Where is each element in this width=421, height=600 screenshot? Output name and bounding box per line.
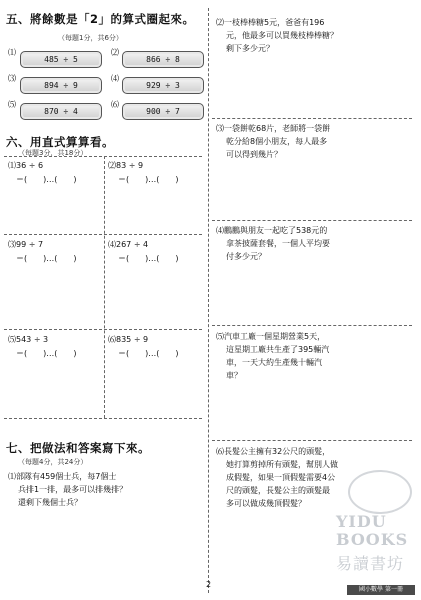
- problem-expression: [108, 333, 148, 346]
- item-number: ⑹: [108, 335, 116, 344]
- item-number: ⑵: [111, 48, 119, 57]
- expression-text: 267 ÷ 4: [116, 240, 149, 249]
- problem-line: ⑶一袋餅乾68片，老師將一袋餅: [216, 124, 331, 133]
- problem-line: ⑷鵬鵬與朋友一起吃了538元的: [216, 226, 328, 235]
- divider: [4, 156, 202, 157]
- divider: [212, 325, 412, 326]
- section-6-note: （每題3分，共18分）: [18, 149, 88, 157]
- divider: [4, 329, 202, 330]
- watermark-text: 易讀書坊: [336, 554, 405, 573]
- footer-stamp: 國小數學 第一冊: [347, 585, 415, 595]
- answer-blanks[interactable]: ＝( )…( ): [118, 349, 179, 358]
- problem-line: 尺的頭髮，長髮公主的頭髮最: [226, 486, 330, 495]
- section-5-note: （每題1分，共6分）: [58, 34, 123, 42]
- problem-line: 她打算剪掉所有頭髮，幫別人做: [226, 460, 338, 469]
- expression-pill[interactable]: 870 ÷ 4: [20, 103, 102, 120]
- expression-pill[interactable]: 929 ÷ 3: [122, 77, 204, 94]
- divider: [212, 220, 412, 221]
- section-6-title: 六、用直式算算看。: [6, 135, 114, 149]
- expression-pill[interactable]: 485 ÷ 5: [20, 51, 102, 68]
- divider: [104, 156, 105, 418]
- divider: [4, 418, 202, 419]
- problem-line: 車？: [226, 371, 242, 380]
- problem-expression: [8, 238, 43, 251]
- problem-line: 這星期工廠共生產了395輛汽: [226, 345, 330, 354]
- item-number: ⑷: [111, 74, 119, 83]
- problem-expression: [108, 159, 143, 172]
- watermark-text: BOOKS: [336, 530, 409, 549]
- problem-line: 兵排1一排，最多可以排幾排？: [18, 485, 128, 494]
- divider: [212, 440, 412, 441]
- problem-line: 車，一天大約生產幾十輛汽: [226, 358, 322, 367]
- problem-expression: [108, 238, 148, 251]
- problem-line: ⑸汽車工廠一個星期營業5天，: [216, 332, 326, 341]
- word-problem-5: [216, 330, 414, 382]
- problem-expression: [8, 159, 43, 172]
- problem-line: 剩下多少元？: [226, 44, 274, 53]
- section-5-title: 五、將餘數是「2」的算式圈起來。: [6, 12, 195, 26]
- word-problem-1: [8, 470, 204, 509]
- divider: [4, 234, 202, 235]
- section-7-title: 七、把做法和答案寫下來。: [6, 441, 150, 455]
- item-number: ⑷: [108, 240, 116, 249]
- problem-line: ⑴部隊有459個士兵，每7個士: [8, 472, 117, 481]
- problem-line: ⑵一枝棒棒糖5元，爸爸有196: [216, 18, 325, 27]
- expression-pill[interactable]: 866 ÷ 8: [122, 51, 204, 68]
- problem-line: 付多少元？: [226, 252, 266, 261]
- word-problem-3: [216, 122, 414, 161]
- page-number: 2: [206, 580, 212, 589]
- problem-expression: [8, 333, 48, 346]
- watermark-text: YIDU: [336, 512, 387, 531]
- word-problem-2: [216, 16, 414, 55]
- answer-blanks[interactable]: ＝( )…( ): [16, 175, 77, 184]
- problem-line: 乾分給8個小朋友，每人最多: [226, 137, 328, 146]
- problem-line: 多可以做成幾頂假髮？: [226, 499, 306, 508]
- watermark-logo: [348, 470, 412, 514]
- expression-pill[interactable]: 894 ÷ 9: [20, 77, 102, 94]
- item-number: ⑶: [8, 240, 16, 249]
- item-number: ⑵: [108, 161, 116, 170]
- problem-line: 成假髮，如果一頂假髮需要4公: [226, 473, 336, 482]
- item-number: ⑴: [8, 161, 16, 170]
- answer-blanks[interactable]: ＝( )…( ): [118, 254, 179, 263]
- column-divider: [206, 8, 212, 593]
- expression-text: 543 ÷ 3: [16, 335, 49, 344]
- section-7-note: （每題4分，共24分）: [18, 458, 88, 466]
- item-number: ⑴: [8, 48, 16, 57]
- item-number: ⑸: [8, 100, 16, 109]
- problem-line: 還剩下幾個士兵？: [18, 498, 82, 507]
- expression-text: 36 ÷ 6: [16, 161, 44, 170]
- problem-line: 可以得到幾片？: [226, 150, 282, 159]
- problem-line: ⑹長髮公主擁有32公尺的頭髮，: [216, 447, 331, 456]
- item-number: ⑶: [8, 74, 16, 83]
- expression-text: 99 ÷ 7: [16, 240, 44, 249]
- problem-line: 拿茶披薩套餐，一個人平均要: [226, 239, 330, 248]
- answer-blanks[interactable]: ＝( )…( ): [16, 254, 77, 263]
- expression-text: 83 ÷ 9: [116, 161, 144, 170]
- expression-text: 835 ÷ 9: [116, 335, 149, 344]
- word-problem-4: [216, 224, 414, 263]
- answer-blanks[interactable]: ＝( )…( ): [16, 349, 77, 358]
- answer-blanks[interactable]: ＝( )…( ): [118, 175, 179, 184]
- problem-line: 元，他最多可以買幾枝棒棒糖？: [226, 31, 338, 40]
- divider: [212, 118, 412, 119]
- item-number: ⑹: [111, 100, 119, 109]
- item-number: ⑸: [8, 335, 16, 344]
- expression-pill[interactable]: 900 ÷ 7: [122, 103, 204, 120]
